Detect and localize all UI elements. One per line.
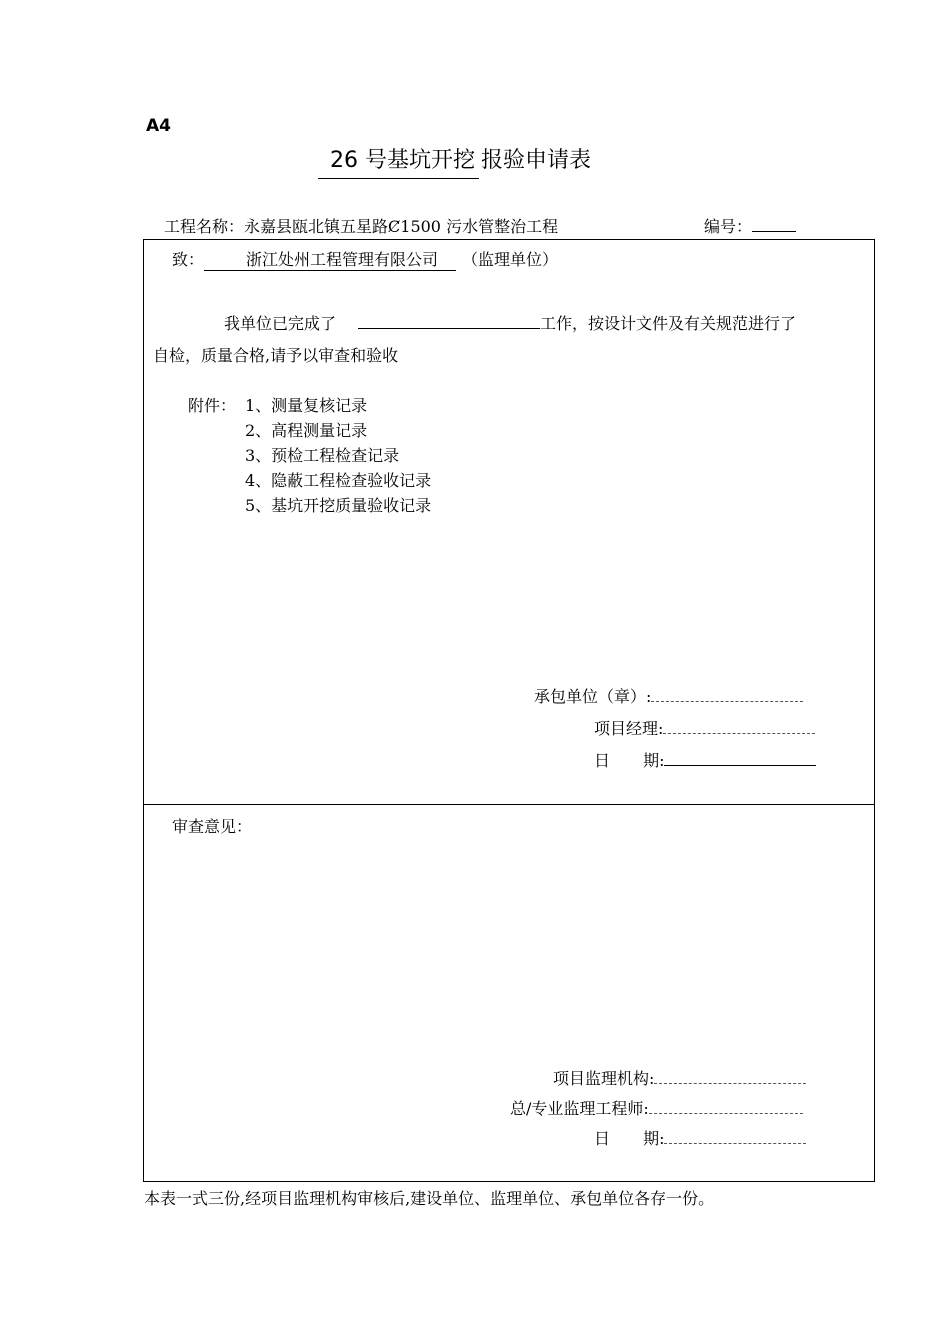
attachment-item: 3、预检工程检查记录 [245,446,400,465]
contractor-unit-blank [651,701,803,702]
project-label: 工程名称： [164,217,245,236]
title-subject: 26 号基坑开挖 [318,143,479,179]
attachment-item: 2、高程测量记录 [245,421,368,440]
review-label: 审查意见： [172,817,253,836]
title-suffix: 报验申请表 [481,148,592,173]
number-blank [752,231,796,232]
contractor-date-label: 日 期: [594,751,665,770]
footer-note: 本表一式三份,经项目监理机构审核后,建设单位、监理单位、承包单位各存一份。 [144,1189,715,1208]
number-label: 编号： [704,217,753,236]
page-title [318,143,591,179]
attachment-item: 4、隐蔽工程检查验收记录 [245,471,432,490]
form-frame [143,239,875,1182]
attachments-label: 附件： [188,396,237,415]
engineer-blank [649,1113,803,1114]
body-line1-start: 我单位已完成了 [224,314,337,333]
review-date-blank [664,1143,806,1144]
addressee-company: 浙江处州工程管理有限公司 [204,247,456,271]
manager-blank [663,733,815,734]
form-code: A4 [146,116,171,136]
addressee-line [172,247,558,271]
contractor-unit-line [534,684,803,707]
contractor-date-blank [664,765,816,766]
engineer-line [510,1096,803,1119]
project-info [164,214,558,237]
number-info [704,214,796,237]
review-org-blank [654,1083,806,1084]
addressee-role: （监理单位） [462,250,559,269]
attachment-item: 1、测量复核记录 [245,396,368,415]
review-org-label: 项目监理机构: [553,1069,655,1088]
work-blank [358,328,540,329]
manager-label: 项目经理: [594,719,664,738]
addressee-prefix: 致： [172,250,205,269]
body-line-2: 自检，质量合格,请予以审查和验收 [153,346,399,365]
review-org-line [553,1066,806,1089]
project-name: 永嘉县瓯北镇五星路Ȼ1500 污水管整治工程 [244,217,559,236]
review-date-line [594,1126,806,1149]
section-divider [143,804,875,805]
contractor-date-line [594,748,816,771]
review-date-label: 日 期: [594,1129,665,1148]
attachment-item: 5、基坑开挖质量验收记录 [245,496,432,515]
contractor-unit-label: 承包单位（章）: [534,687,652,706]
body-line-1 [224,311,796,334]
engineer-label: 总/专业监理工程师: [510,1099,649,1118]
body-line1-end: 工作，按设计文件及有关规范进行了 [540,314,797,333]
manager-line [594,716,815,739]
